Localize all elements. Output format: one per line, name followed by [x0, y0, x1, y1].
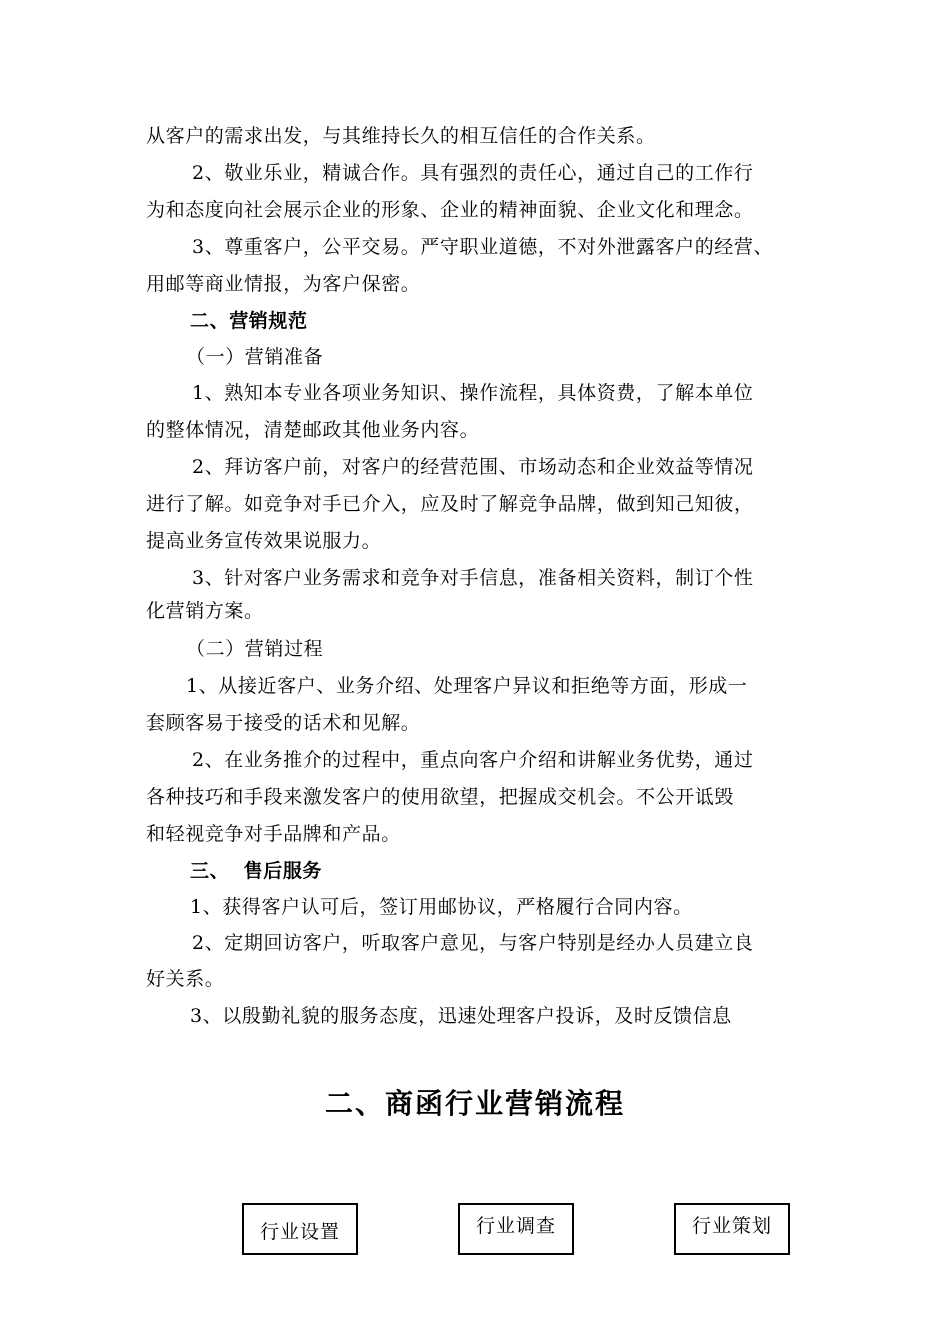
- flow-box-label: 行业设置: [259, 1221, 340, 1243]
- paragraph-line: 好关系。: [146, 968, 225, 990]
- flow-box-label: 行业策划: [691, 1215, 772, 1237]
- paragraph-line: 2、拜访客户前，对客户的经营范围、市场动态和企业效益等情况: [192, 456, 754, 478]
- section-title: 二、商函行业营销流程: [324, 1087, 625, 1120]
- paragraph-line: 各种技巧和手段来激发客户的使用欲望，把握成交机会。不公开诋毁: [146, 786, 735, 808]
- paragraph-line: 2、在业务推介的过程中，重点向客户介绍和讲解业务优势，通过: [192, 749, 754, 771]
- paragraph-line: 和轻视竞争对手品牌和产品。: [146, 823, 401, 845]
- section-heading: 三、 售后服务: [190, 860, 323, 882]
- paragraph-line: 2、敬业乐业，精诚合作。具有强烈的责任心，通过自己的工作行: [192, 162, 754, 184]
- flow-box-industry-setup: [242, 1203, 358, 1255]
- paragraph-line: 提高业务宣传效果说服力。: [146, 530, 382, 552]
- paragraph-line: 为和态度向社会展示企业的形象、企业的精神面貌、企业文化和理念。: [146, 199, 754, 221]
- section-heading: 二、营销规范: [190, 310, 308, 332]
- subsection-heading: （一）营销准备: [186, 346, 324, 368]
- flow-box-industry-planning: [674, 1203, 790, 1255]
- paragraph-line: 3、尊重客户，公平交易。严守职业道德，不对外泄露客户的经营、: [192, 236, 774, 258]
- paragraph-line: 进行了解。如竞争对手已介入，应及时了解竞争品牌，做到知己知彼，: [146, 493, 754, 515]
- paragraph-line: 的整体情况，清楚邮政其他业务内容。: [146, 419, 480, 441]
- paragraph-line: 1、从接近客户、业务介绍、处理客户异议和拒绝等方面，形成一: [186, 675, 748, 697]
- paragraph-line: 1、熟知本专业各项业务知识、操作流程，具体资费，了解本单位: [192, 382, 754, 404]
- paragraph-line: 用邮等商业情报，为客户保密。: [146, 273, 421, 295]
- paragraph-line: 1、获得客户认可后，签订用邮协议，严格履行合同内容。: [190, 896, 693, 918]
- paragraph-line: 3、针对客户业务需求和竞争对手信息，准备相关资料，制订个性: [192, 567, 754, 589]
- paragraph-line: 3、以殷勤礼貌的服务态度，迅速处理客户投诉，及时反馈信息: [190, 1005, 732, 1027]
- paragraph-line: 从客户的需求出发，与其维持长久的相互信任的合作关系。: [146, 125, 656, 147]
- paragraph-line: 2、定期回访客户，听取客户意见，与客户特别是经办人员建立良: [192, 932, 754, 954]
- flow-box-label: 行业调查: [475, 1215, 556, 1237]
- paragraph-line: 化营销方案。: [146, 600, 264, 622]
- subsection-heading: （二）营销过程: [186, 638, 324, 660]
- paragraph-line: 套顾客易于接受的话术和见解。: [146, 712, 421, 734]
- flow-box-industry-survey: [458, 1203, 574, 1255]
